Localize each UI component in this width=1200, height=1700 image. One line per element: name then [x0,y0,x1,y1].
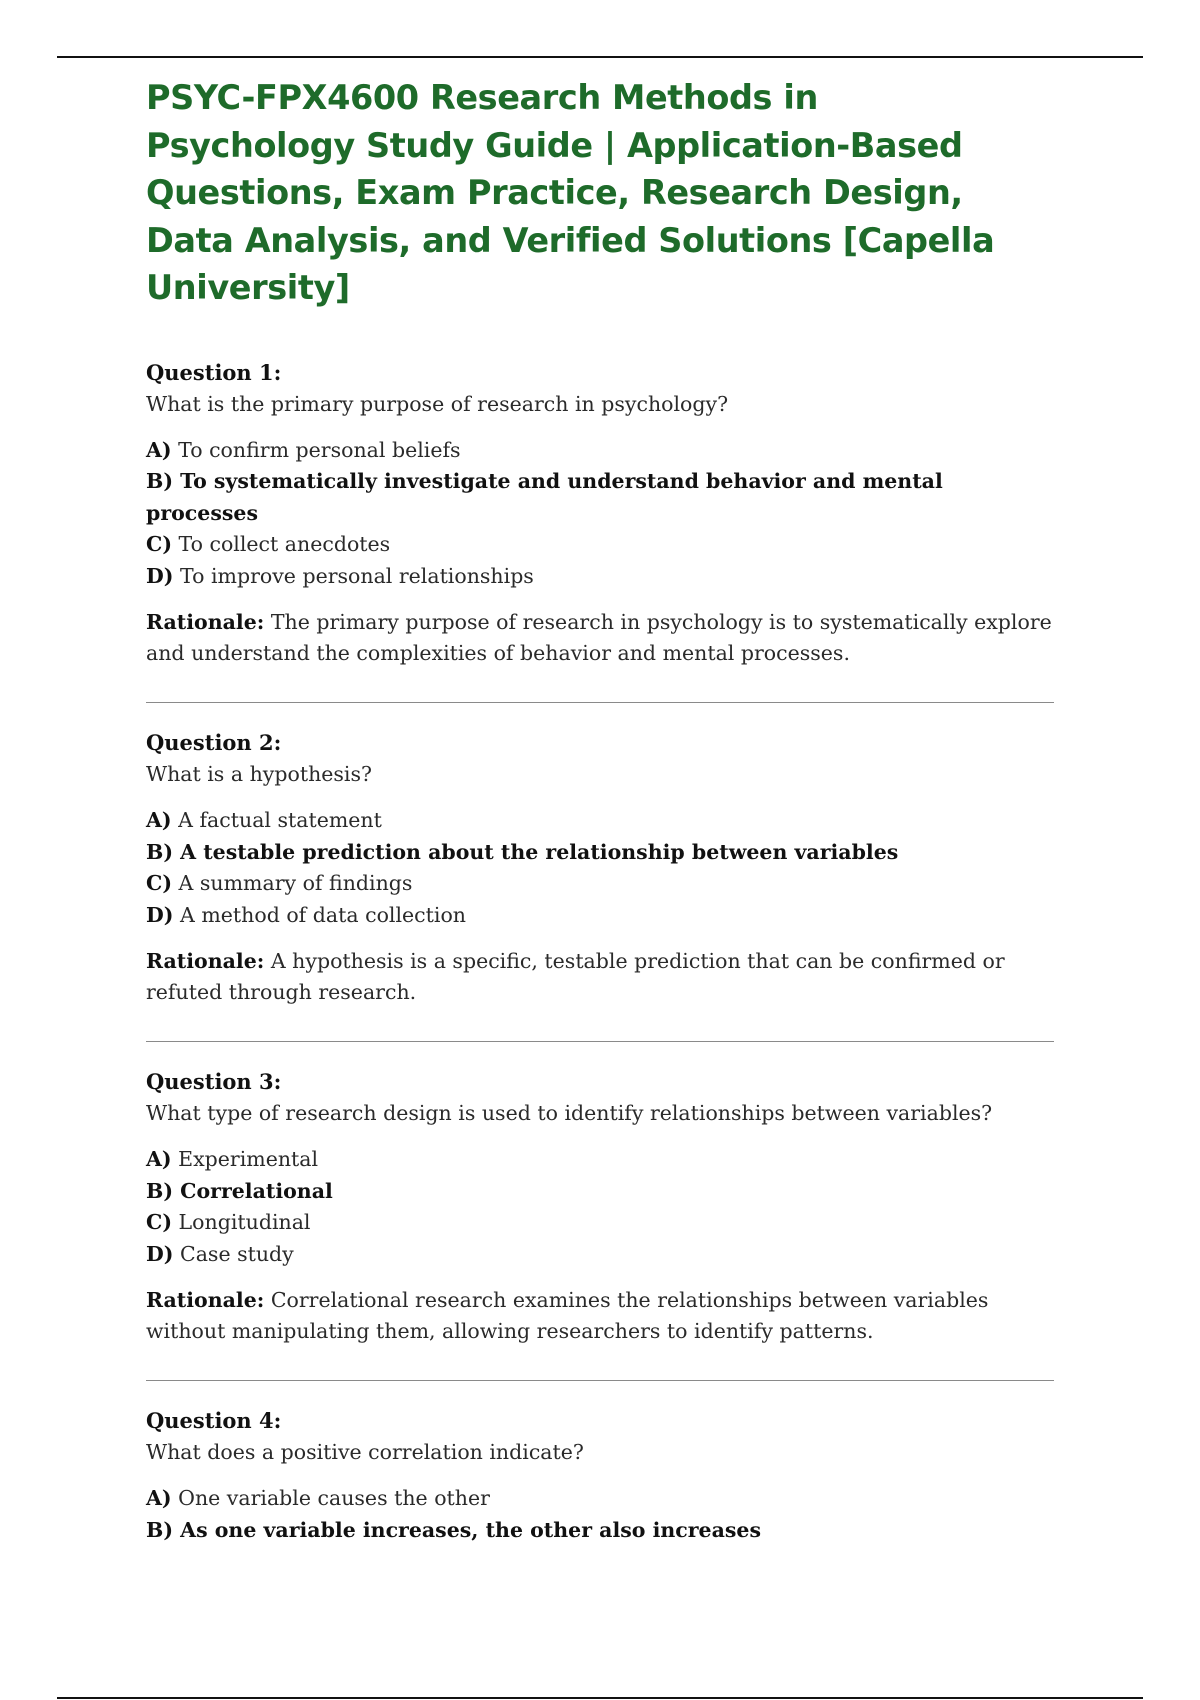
rationale-label: Rationale: [146,610,265,634]
bottom-rule [57,1697,1143,1699]
option-letter: A) [146,1486,172,1510]
option-c [146,1207,1056,1239]
rationale-text: Correlational research examines the relationships between variables without manipulating them, allowing researchers to identify patterns. [146,1288,989,1343]
top-rule [57,56,1143,58]
answer-options [146,1483,1056,1546]
rationale-text: A hypothesis is a specific, testable prediction that can be confirmed or refuted through research. [146,949,1005,1004]
option-d [146,900,1056,932]
option-text: As one variable increases, the other also increases [180,1517,762,1542]
option-text: A method of data collection [180,902,466,927]
option-a [146,1483,1056,1515]
option-b-correct [146,1515,1056,1547]
option-letter: B) [146,1178,174,1203]
option-text: A factual statement [178,808,382,832]
question-label: Question 3: [146,1069,282,1094]
answer-options [146,435,1056,593]
answer-options [146,805,1056,931]
option-letter: A) [146,437,172,462]
option-text: A summary of findings [178,871,413,895]
option-c [146,529,1056,561]
option-text: To confirm personal beliefs [178,437,461,462]
option-text: Case study [180,1241,294,1266]
question-1 [146,357,1056,669]
question-text: What type of research design is used to identify relationships between variables? [146,1101,993,1125]
option-a [146,805,1056,837]
option-text: To systematically investigate and understand behavior and mental processes [146,469,943,525]
question-3 [146,1066,1056,1346]
option-b-correct [146,837,1056,869]
option-d [146,1239,1056,1271]
option-b-correct [146,1176,1056,1208]
answer-options [146,1144,1056,1270]
option-text: Longitudinal [178,1210,311,1234]
option-text: Correlational [180,1178,333,1203]
option-letter: A) [146,1147,172,1171]
option-letter: A) [146,808,172,832]
question-label: Question 2: [146,730,282,755]
document-title: PSYC-FPX4600 Research Methods in Psychology Study Guide | Application-Based Questions, Exam Practice, Research Design, Data Analysis, and Verified Solutions [Capella University] [146,78,995,307]
rationale-text: The primary purpose of research in psychology is to systematically explore and understand the complexities of behavior and mental processes. [146,610,1052,665]
option-text: To improve personal relationships [180,563,534,588]
option-text: A testable prediction about the relationship between variables [180,839,899,864]
question-2 [146,727,1056,1007]
option-c [146,868,1056,900]
rationale [146,1285,1056,1346]
option-letter: C) [146,532,173,556]
option-text: Experimental [178,1147,319,1171]
rationale-label: Rationale: [146,1288,265,1312]
option-letter: C) [146,1210,173,1234]
question-text: What is a hypothesis? [146,762,372,786]
question-label: Question 1: [146,359,282,385]
document-body [146,74,1056,1546]
question-text: What is the primary purpose of research in psychology? [146,391,729,416]
option-letter: B) [146,1517,174,1542]
option-letter: D) [146,902,174,927]
option-text: One variable causes the other [178,1486,490,1510]
option-b-correct [146,466,1056,529]
option-d [146,561,1056,593]
option-a [146,435,1056,467]
rationale-label: Rationale: [146,949,265,973]
option-letter: D) [146,1241,174,1266]
option-letter: B) [146,839,174,864]
question-4 [146,1405,1056,1546]
option-letter: B) [146,469,174,493]
option-letter: D) [146,563,174,588]
option-a [146,1144,1056,1176]
question-label: Question 4: [146,1408,282,1433]
rationale [146,607,1056,668]
option-text: To collect anecdotes [178,532,391,556]
question-divider [146,702,1054,703]
option-letter: C) [146,871,173,895]
question-divider [146,1041,1054,1042]
question-text: What does a positive correlation indicate? [146,1440,584,1464]
question-divider [146,1380,1054,1381]
rationale [146,946,1056,1007]
